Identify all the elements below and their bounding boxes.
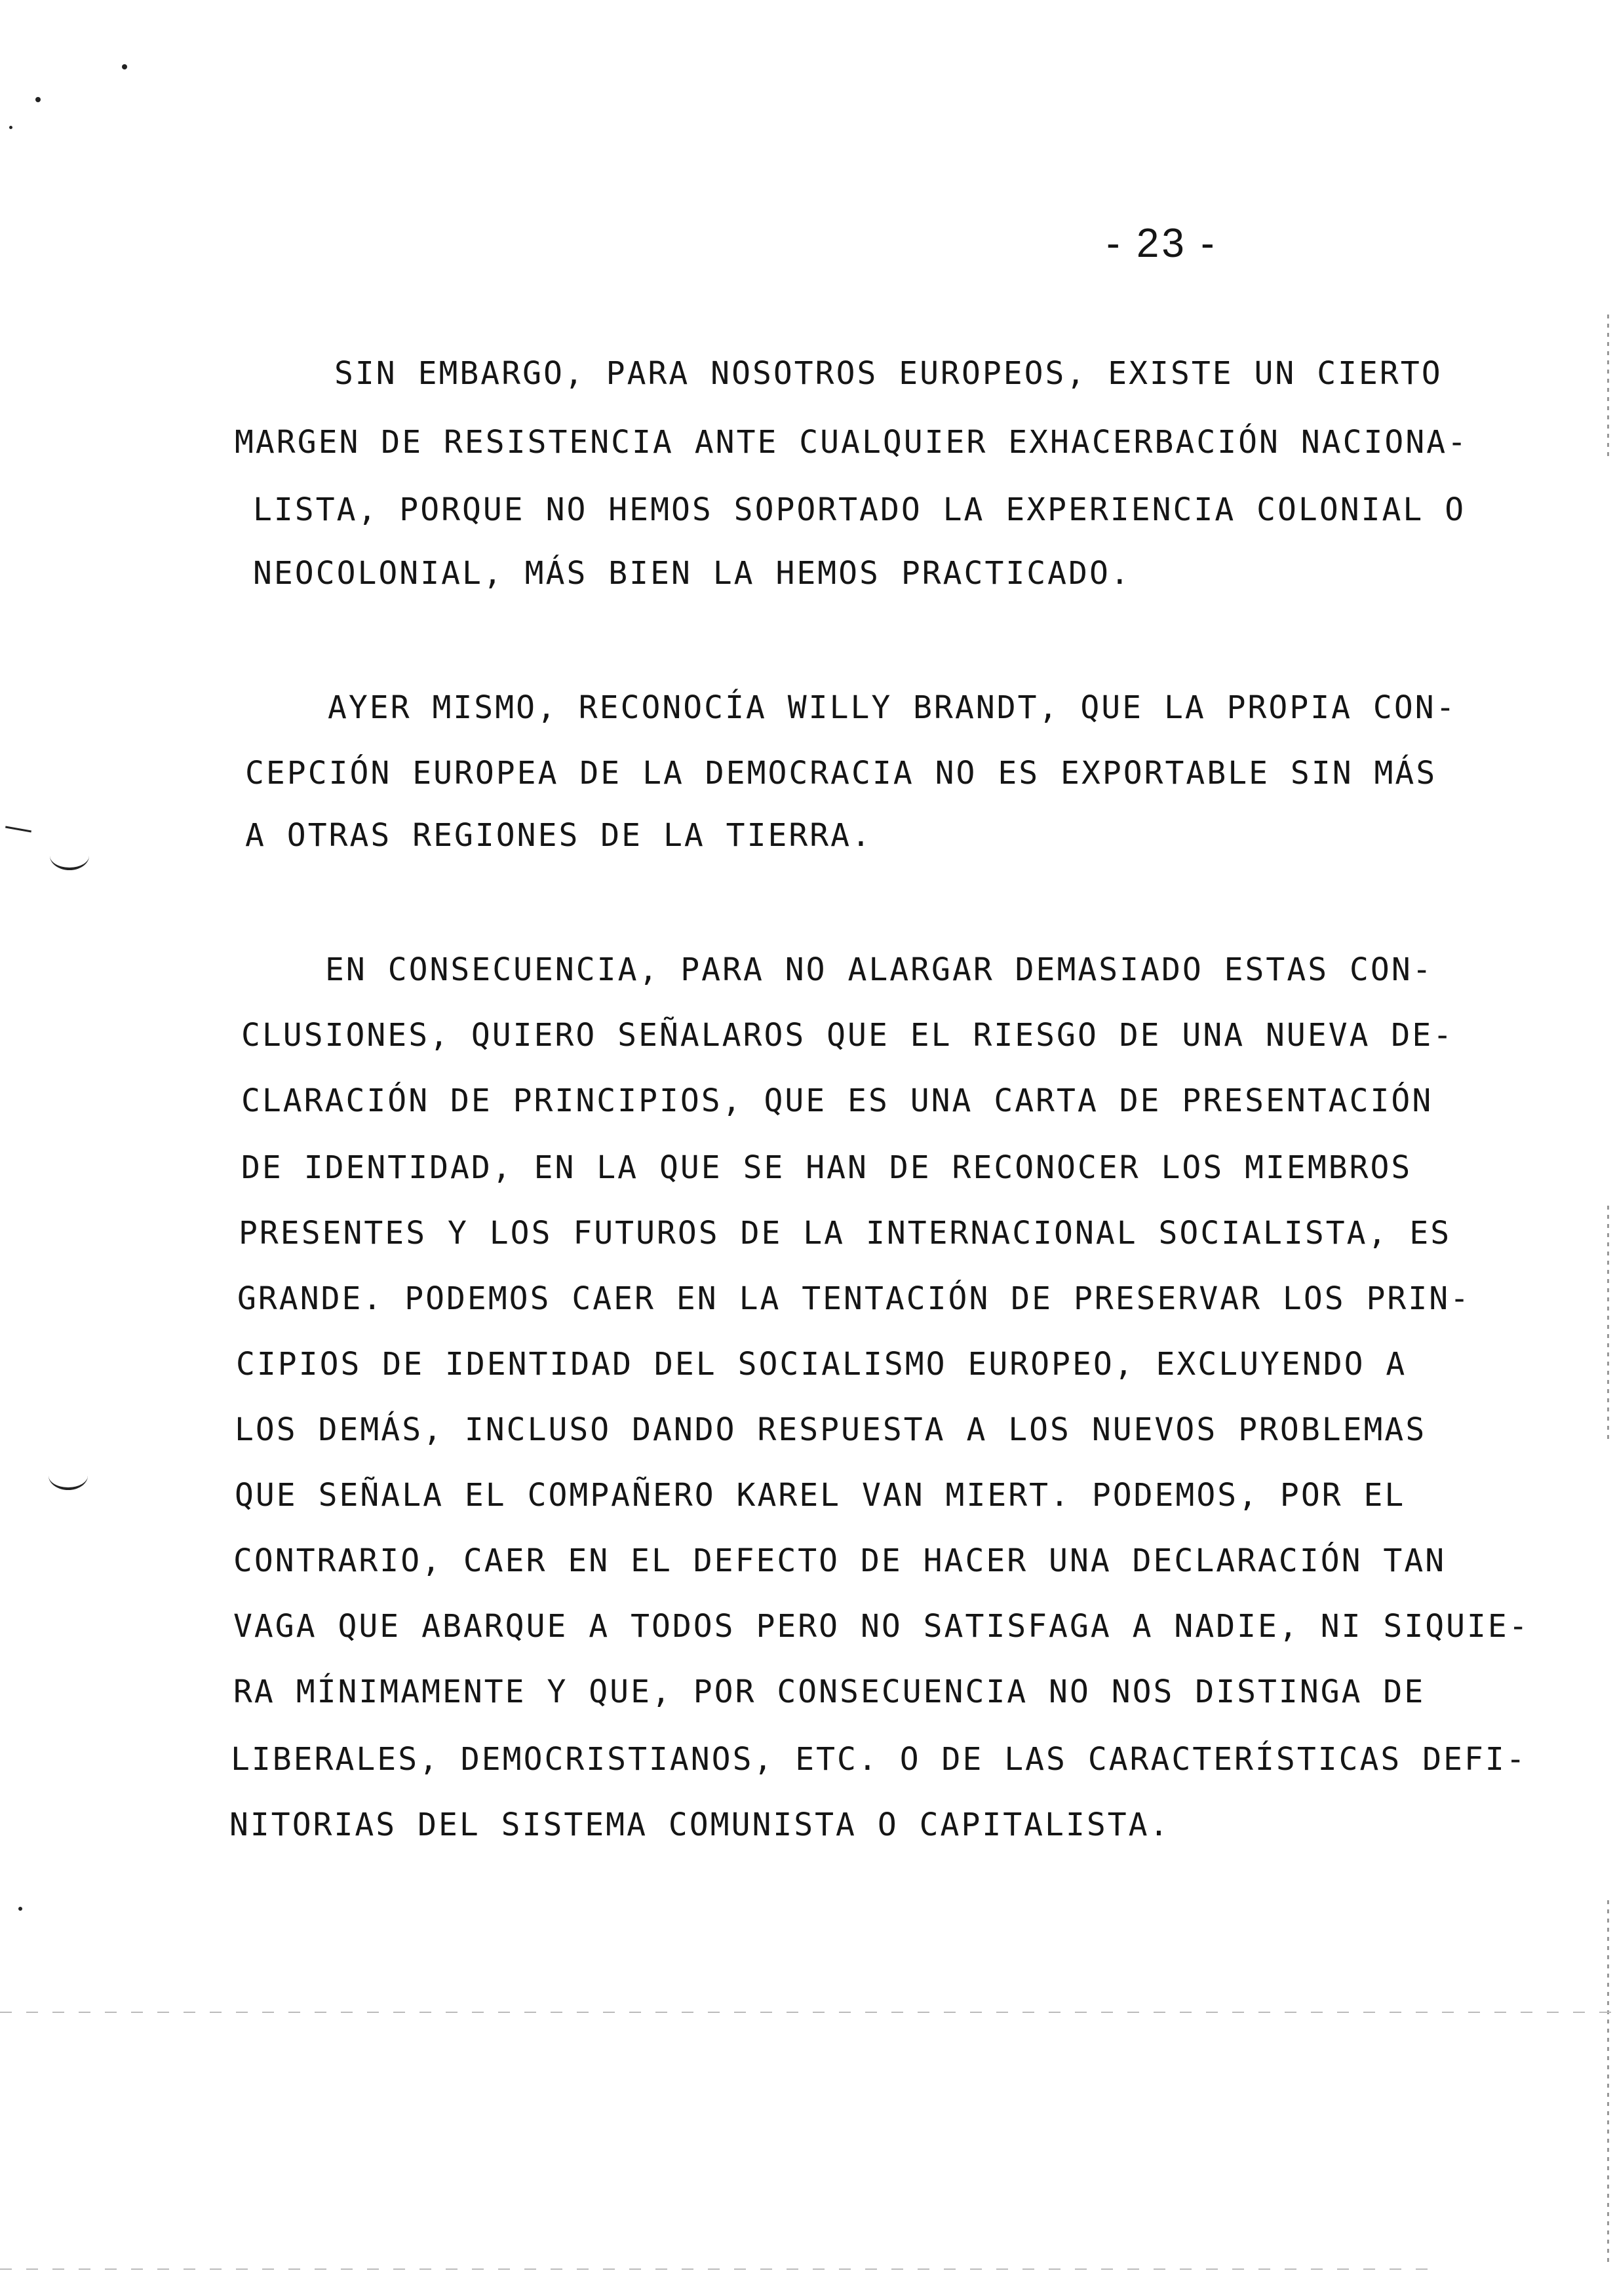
text-line: LISTA, PORQUE NO HEMOS SOPORTADO LA EXPERIENCIA COLONIAL O — [253, 491, 1466, 528]
text-line: LOS DEMÁS, INCLUSO DANDO RESPUESTA A LOS NUEVOS PROBLEMAS — [235, 1411, 1427, 1448]
page-number: - 23 - — [1106, 221, 1217, 266]
margin-mark — [5, 826, 31, 833]
scan-edge — [1607, 1900, 1609, 2267]
text-line: AYER MISMO, RECONOCÍA WILLY BRANDT, QUE LA PROPIA CON- — [328, 689, 1457, 726]
scan-speck — [122, 64, 127, 69]
text-line: A OTRAS REGIONES DE LA TIERRA. — [245, 817, 872, 854]
text-line: LIBERALES, DEMOCRISTIANOS, ETC. O DE LAS CARACTERÍSTICAS DEFI- — [231, 1741, 1527, 1778]
scan-speck — [18, 1907, 22, 1911]
scan-speck — [9, 126, 12, 129]
text-line: QUE SEÑALA EL COMPAÑERO KAREL VAN MIERT. PODEMOS, POR EL — [235, 1477, 1406, 1514]
text-line: CONTRARIO, CAER EN EL DEFECTO DE HACER UNA DECLARACIÓN TAN — [233, 1542, 1447, 1579]
text-line: CLARACIÓN DE PRINCIPIOS, QUE ES UNA CARTA DE PRESENTACIÓN — [241, 1082, 1433, 1119]
text-line: MARGEN DE RESISTENCIA ANTE CUALQUIER EXHACERBACIÓN NACIONA- — [235, 424, 1469, 461]
scan-rule — [0, 2012, 1615, 2013]
text-line: EN CONSECUENCIA, PARA NO ALARGAR DEMASIADO ESTAS CON- — [325, 951, 1433, 988]
text-line: NEOCOLONIAL, MÁS BIEN LA HEMOS PRACTICADO. — [253, 555, 1131, 592]
text-line: NITORIAS DEL SISTEMA COMUNISTA O CAPITALISTA. — [229, 1807, 1171, 1843]
text-line: CEPCIÓN EUROPEA DE LA DEMOCRACIA NO ES EXPORTABLE SIN MÁS — [245, 755, 1437, 792]
text-line: GRANDE. PODEMOS CAER EN LA TENTACIÓN DE PRESERVAR LOS PRIN- — [237, 1280, 1471, 1317]
margin-bracket — [49, 1461, 88, 1490]
scan-edge — [1607, 1206, 1609, 1442]
text-line: DE IDENTIDAD, EN LA QUE SE HAN DE RECONOCER LOS MIEMBROS — [241, 1149, 1412, 1186]
scan-edge — [1607, 315, 1609, 459]
margin-bracket — [50, 841, 89, 870]
scan-speck — [35, 97, 41, 102]
text-line: CLUSIONES, QUIERO SEÑALAROS QUE EL RIESGO DE UNA NUEVA DE- — [241, 1017, 1454, 1054]
scan-rule — [0, 2268, 1442, 2270]
text-line: CIPIOS DE IDENTIDAD DEL SOCIALISMO EUROPEO, EXCLUYENDO A — [236, 1346, 1407, 1383]
text-line: PRESENTES Y LOS FUTUROS DE LA INTERNACIONAL SOCIALISTA, ES — [239, 1215, 1452, 1252]
text-line: SIN EMBARGO, PARA NOSOTROS EUROPEOS, EXISTE UN CIERTO — [334, 355, 1443, 392]
text-line: VAGA QUE ABARQUE A TODOS PERO NO SATISFAGA A NADIE, NI SIQUIE- — [233, 1608, 1530, 1645]
text-line: RA MÍNIMAMENTE Y QUE, POR CONSECUENCIA NO NOS DISTINGA DE — [233, 1674, 1426, 1710]
